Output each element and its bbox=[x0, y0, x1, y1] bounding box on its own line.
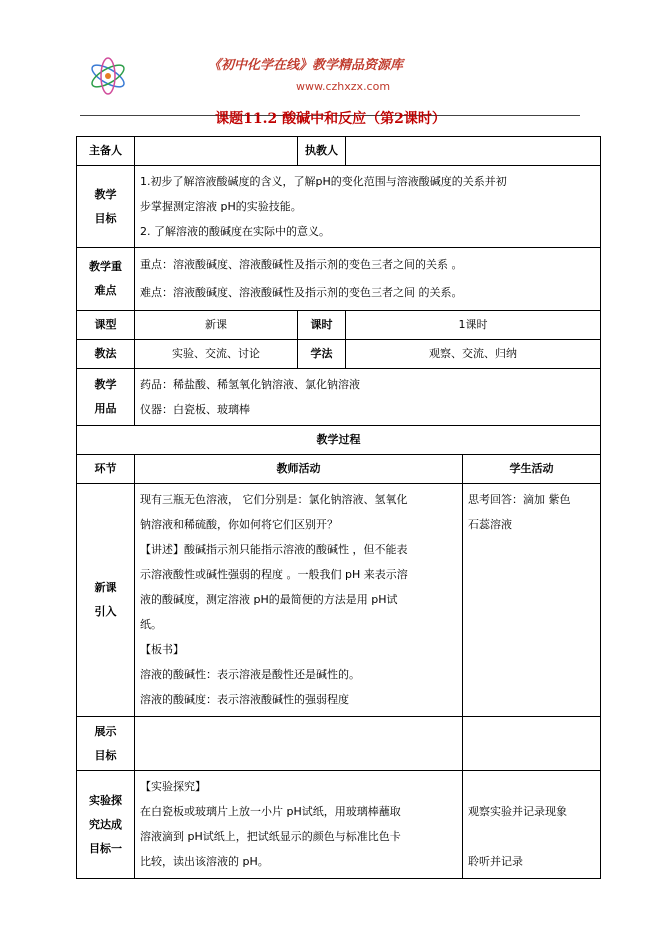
student-activity-cell bbox=[463, 484, 601, 717]
lesson-type-value: 新课 bbox=[135, 311, 298, 340]
student-activity-cell bbox=[463, 771, 601, 879]
objective-line: 步掌握测定溶液 pH的实验技能。 bbox=[140, 200, 302, 213]
preparer-label: 主备人 bbox=[77, 137, 135, 166]
learning-label: 学法 bbox=[298, 340, 346, 369]
objective-line: 2. 了解溶液的酸碱度在实际中的意义。 bbox=[140, 225, 330, 238]
objectives-label: 教学目标 bbox=[77, 166, 135, 248]
student-line: 石蕊溶液 bbox=[468, 518, 512, 531]
hours-label: 课时 bbox=[298, 311, 346, 340]
teacher-line: 【板书】 bbox=[140, 643, 184, 656]
lesson-type-label: 课型 bbox=[77, 311, 135, 340]
teacher-column-header: 教师活动 bbox=[135, 455, 463, 484]
stage-cell: 实验探究达成目标一 bbox=[77, 771, 135, 879]
difficult-point-line: 难点：溶液酸碱度、溶液酸碱性及指示剂的变色三者之间 的关系。 bbox=[140, 286, 463, 299]
teacher-line: 在白瓷板或玻璃片上放一小片 pH试纸，用玻璃棒蘸取 bbox=[140, 805, 401, 818]
method-label: 教法 bbox=[77, 340, 135, 369]
teacher-activity-cell bbox=[135, 717, 463, 771]
student-line: 聆听并记录 bbox=[468, 855, 523, 868]
teacher-line: 比较，读出该溶液的 pH。 bbox=[140, 855, 269, 868]
materials-content bbox=[135, 369, 601, 426]
resource-header bbox=[80, 36, 580, 118]
brand-title: 《初中化学在线》教学精品资源库 bbox=[208, 58, 404, 73]
key-points-label: 教学重难点 bbox=[77, 248, 135, 311]
objectives-content bbox=[135, 166, 601, 248]
stage-column-header: 环节 bbox=[77, 455, 135, 484]
teacher-label: 执教人 bbox=[298, 137, 346, 166]
drugs-line: 药品：稀盐酸、稀氢氧化钠溶液、氯化钠溶液 bbox=[140, 378, 360, 391]
stage-cell: 展示目标 bbox=[77, 717, 135, 771]
learning-value: 观察、交流、归纳 bbox=[346, 340, 601, 369]
student-spacer bbox=[468, 774, 595, 799]
student-column-header: 学生活动 bbox=[463, 455, 601, 484]
teacher-line: 示溶液酸性或碱性强弱的程度 。一般我们 pH 来表示溶 bbox=[140, 568, 408, 581]
process-heading: 教学过程 bbox=[77, 426, 601, 455]
student-line: 思考回答：滴加 紫色 bbox=[468, 493, 571, 506]
teacher-line: 现有三瓶无色溶液， 它们分别是：氯化钠溶液、氢氧化 bbox=[140, 493, 408, 506]
instruments-line: 仪器：白瓷板、玻璃棒 bbox=[140, 403, 250, 416]
student-line: 观察实验并记录现象 bbox=[468, 805, 567, 818]
teacher-line: 纸。 bbox=[140, 618, 162, 631]
teacher-line: 【实验探究】 bbox=[140, 780, 206, 793]
teacher-line: 溶液的酸碱度：表示溶液酸碱性的强弱程度 bbox=[140, 693, 349, 706]
objective-line: 1.初步了解溶液酸碱度的含义，了解pH的变化范围与溶液酸碱度的关系并初 bbox=[140, 175, 507, 188]
teacher-value bbox=[346, 137, 601, 166]
materials-label: 教学用品 bbox=[77, 369, 135, 426]
teacher-activity-cell bbox=[135, 771, 463, 879]
key-points-content bbox=[135, 248, 601, 311]
teacher-line: 溶液滴到 pH试纸上，把试纸显示的颜色与标准比色卡 bbox=[140, 830, 401, 843]
teacher-activity-cell bbox=[135, 484, 463, 717]
preparer-value bbox=[135, 137, 298, 166]
student-activity-cell bbox=[463, 717, 601, 771]
hours-value: 1课时 bbox=[346, 311, 601, 340]
stage-cell: 新课引入 bbox=[77, 484, 135, 717]
student-spacer bbox=[468, 824, 595, 849]
brand-url: www.czhxzx.com bbox=[296, 80, 391, 93]
teacher-line: 钠溶液和稀硫酸，你如何将它们区别开？ bbox=[140, 518, 338, 531]
lesson-plan-table bbox=[76, 136, 601, 879]
method-value: 实验、交流、讨论 bbox=[135, 340, 298, 369]
teacher-line: 【讲述】酸碱指示剂只能指示溶液的酸碱性 ，但不能表 bbox=[140, 543, 408, 556]
teacher-line: 液的酸碱度，测定溶液 pH的最简便的方法是用 pH试 bbox=[140, 593, 398, 606]
document-title: 课题11.2 酸碱中和反应（第2课时） bbox=[215, 111, 446, 127]
key-point-line: 重点：溶液酸碱度、溶液酸碱性及指示剂的变色三者之间的关系 。 bbox=[140, 258, 463, 271]
teacher-line: 溶液的酸碱性：表示溶液是酸性还是碱性的。 bbox=[140, 668, 360, 681]
atom-logo-icon bbox=[86, 56, 130, 96]
